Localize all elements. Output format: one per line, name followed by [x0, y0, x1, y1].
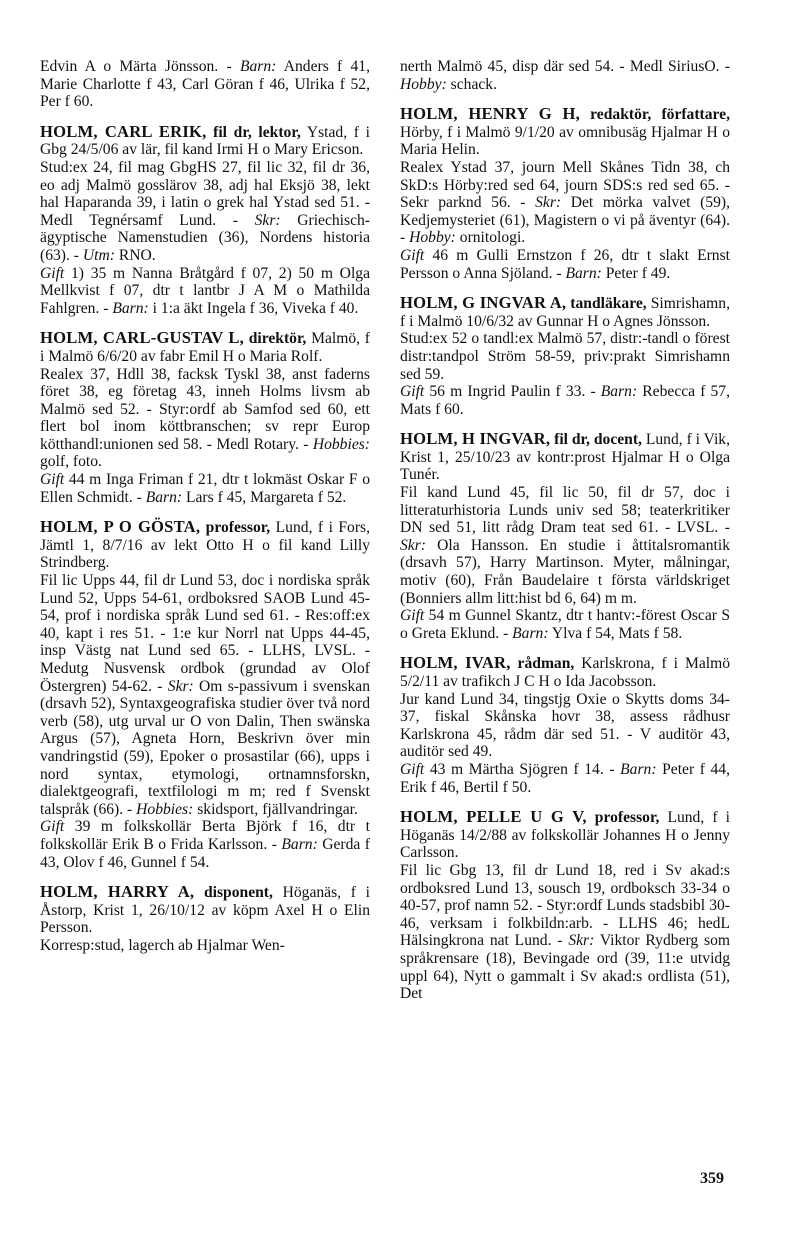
entry-text: Ola Hansson. En studie i åttitalsromantik (drsavh 57), Harry Martinson. Myter, målningar, motiv (60), Från Baudelaire t första världskriget (Bonniers allm litt:hist bd 6, 64) m m.	[400, 536, 730, 607]
field-label: Gift	[400, 760, 425, 778]
entry-text: Griechisch-ägyptische Namenstudien (36), Nordens historia (63). -	[40, 211, 370, 264]
entry-text: Malmö, f i Malmö 6/6/20 av fabr Emil H o Maria Rolf.	[40, 330, 370, 365]
entry-text: Ystad, f i Gbg 24/5/06 av lär, fil kand Irmi H o Mary Ericson.	[40, 123, 370, 159]
entry-paragraph	[400, 808, 730, 862]
field-label: Barn:	[145, 488, 183, 506]
entry-name: HOLM, G INGVAR A,	[400, 293, 567, 313]
field-label: Barn:	[565, 264, 602, 282]
field-label: Barn:	[239, 58, 277, 75]
entry-text: 54 m Gunnel Skantz, dtr t hantv:-förest Oscar S o Greta Eklund. -	[400, 607, 730, 642]
entry-profession: redaktör, författare,	[590, 106, 730, 124]
entry-paragraph	[400, 294, 730, 330]
entry-text: Fil lic Upps 44, fil dr Lund 53, doc i nordiska språk Lund 52, Upps 54-61, ordboksred SAOB Lund 45-54, prof i nordiska språk Lund sed 61. - Res:off:ex 40, kapt i res 51. - 1:e kur Norrl nat Upps 44-45, insp Västg nat Lund sed 65. - LLHS, LVSL. - Medutg Nusvensk ordbok (grundad av Olof Östergren) 54-62. -	[40, 572, 370, 695]
entry-paragraph	[400, 761, 730, 796]
entry-continuation	[40, 58, 370, 111]
entry-paragraph	[400, 159, 730, 247]
entry-text: 39 m folkskollär Berta Björk f 16, dtr t folkskollär Erik B o Frida Karlsson. -	[40, 818, 370, 853]
field-label: Barn:	[620, 760, 657, 778]
entry-profession: disponent,	[203, 884, 273, 902]
entry-profession: direktör,	[248, 330, 307, 348]
entry-text: 46 m Gulli Ernstzon f 26, dtr t slakt Ernst Persson o Anna Sjöland. -	[400, 246, 730, 282]
entry-profession: tandläkare,	[570, 295, 647, 313]
entry-continuation	[400, 58, 730, 93]
entry-text: Om s-passivum i svenskan (drsavh 52), Syntaxgeografiska studier över två nord verb (58), utg urval ur O von Dalin, Then swänska Argus (57), Agneta Horn, Beskrivn över min vandringstid (59), Epoker o prosastilar (66), upps i nord syntax, etymologi, ortnamnsforskn, dialektgeografi, textfilologi m m; red f Svenskt talspråk (66). -	[40, 677, 371, 818]
entry-profession: fil dr, docent,	[554, 431, 642, 449]
entry-text: Korresp:stud, lagerch ab Hjalmar Wen-	[40, 936, 285, 954]
entry-paragraph	[40, 159, 370, 265]
field-label: Hobby:	[409, 229, 456, 247]
entry-text: Stud:ex 52 o tandl:ex Malmö 57, distr:-tandl o förest distr:tandpol Ström 58-59, priv:prakt Simrishamn sed 59.	[400, 330, 730, 383]
biography-entry	[40, 123, 370, 318]
entry-text: Karlskrona, f i Malmö 5/2/11 av trafikch J C H o Ida Jacobsson.	[400, 655, 730, 690]
entry-profession: professor,	[594, 809, 660, 827]
entry-name: HOLM, PELLE U G V,	[400, 807, 587, 827]
biography-entry	[400, 105, 730, 282]
entry-text: Peter f 44, Erik f 46, Bertil f 50.	[400, 760, 731, 796]
field-label: Gift	[400, 607, 425, 625]
entry-paragraph	[400, 654, 730, 690]
entry-text: Realex Ystad 37, journ Mell Skånes Tidn 38, ch SkD:s Hörby:red sed 64, journ SDS:s red sed 65. - Sekr parknd 56. -	[400, 158, 730, 212]
right-column	[400, 58, 730, 1015]
field-label: Barn:	[600, 383, 638, 401]
biography-entry	[40, 883, 370, 954]
entry-paragraph	[40, 818, 370, 871]
entry-text: Fil lic Gbg 13, fil dr Lund 18, red i Sv akad:s ordboksred Lund 13, sousch 19, ordboksch 33-34 o 40-57, prof namn 52. - Styr:ordf Lunds stadsbibl 30-46, verksam i folkbildn:arb. - LLHS 46; hedL Hälsingkrona nat Lund. -	[400, 861, 730, 950]
biography-entry	[400, 430, 730, 642]
left-column	[40, 58, 370, 967]
entry-paragraph	[40, 58, 370, 111]
entry-text: Lars f 45, Margareta f 52.	[182, 488, 347, 506]
entry-text: Edvin A o Märta Jönsson. -	[40, 58, 240, 75]
biography-entry	[40, 329, 370, 506]
entry-paragraph	[40, 518, 370, 572]
entry-text: Peter f 49.	[601, 264, 671, 282]
entry-name: HOLM, P O GÖSTA,	[40, 517, 201, 537]
entry-name: HOLM, IVAR,	[400, 653, 511, 673]
entry-text: Stud:ex 24, fil mag GbgHS 27, fil lic 32, fil dr 36, eo adj Malmö gosslärov 38, adj hal Eksjö 38, lekt hal Haparanda 39, i latin o grek hal Ystad sed 51. - Medl Tegnérsamf Lund. -	[40, 158, 370, 229]
entry-text: schack.	[446, 75, 498, 93]
entry-text: i 1:a äkt Ingela f 36, Viveka f 40.	[148, 299, 359, 317]
biography-entry	[40, 518, 370, 871]
entry-profession: fil dr, lektor,	[213, 123, 301, 141]
field-label: Skr:	[167, 677, 194, 695]
entry-paragraph	[40, 883, 370, 937]
entry-paragraph	[400, 484, 730, 607]
entry-text: Realex 37, Hdll 38, facksk Tyskl 38, anst faderns föret 38, eg företag 43, inneh Holms livsm ab Malmö sed 52. - Styr:ordf ab Samfod sed 60, ett flert bol inom köttbranschen; sv repr Europ kötthandl:unionen sed 58. - Medl Rotary. -	[40, 365, 370, 453]
entry-name: HOLM, HARRY A,	[40, 882, 195, 902]
biography-entry	[400, 294, 730, 418]
entry-paragraph	[40, 366, 370, 472]
field-label: Skr:	[568, 932, 595, 950]
entry-name: HOLM, HENRY G H,	[400, 104, 580, 124]
entry-paragraph	[400, 430, 730, 484]
entry-text: Det mörka valvet (59), Kedjemysteriet (61), Magistern o vi på äventyr (64). -	[400, 194, 730, 247]
field-label: Gift	[400, 246, 425, 264]
entry-text: Lund, f i Vik, Krist 1, 25/10/23 av kontr:prost Hjalmar H o Olga Tunér.	[400, 431, 730, 484]
field-label: Gift	[400, 383, 425, 401]
field-label: Barn:	[281, 835, 318, 853]
field-label: Hobbies:	[136, 800, 194, 818]
entry-text: Ylva f 54, Mats f 58.	[548, 624, 683, 642]
field-label: Skr:	[254, 211, 281, 229]
entry-text: Lund, f i Fors, Jämtl 1, 8/7/16 av lekt Otto H o fil kand Lilly Strindberg.	[40, 519, 370, 572]
entry-text: Simrishamn, f i Malmö 10/6/32 av Gunnar H o Agnes Jönsson.	[400, 295, 730, 330]
entry-paragraph	[400, 330, 730, 383]
entry-paragraph	[40, 471, 370, 506]
field-label: Hobbies:	[312, 435, 370, 453]
entry-text: golf, foto.	[40, 453, 102, 471]
entry-paragraph	[40, 937, 370, 955]
field-label: Hobby:	[400, 75, 447, 93]
entry-text: Anders f 41, Marie Charlotte f 43, Carl Göran f 46, Ulrika f 52, Per f 60.	[40, 58, 370, 111]
entry-text: Rebecca f 57, Mats f 60.	[400, 383, 730, 418]
entry-paragraph	[40, 123, 370, 159]
entry-text: 56 m Ingrid Paulin f 33. -	[424, 383, 601, 401]
field-label: Barn:	[112, 299, 149, 317]
entry-name: HOLM, CARL ERIK,	[40, 121, 207, 141]
field-label: Gift	[40, 818, 65, 836]
entry-text: Lund, f i Höganäs 14/2/88 av folkskollär Johannes H o Jenny Carlsson.	[400, 809, 730, 862]
entry-text: Höganäs, f i Åstorp, Krist 1, 26/10/12 av köpm Axel H o Elin Persson.	[40, 884, 370, 937]
entry-text: 1) 35 m Nanna Bråtgård f 07, 2) 50 m Olga Mellkvist f 07, dtr t lantbr J A M o Mathilda Fahlgren. -	[40, 264, 370, 317]
entry-text: Fil kand Lund 45, fil lic 50, fil dr 57, doc i litteraturhistoria Lunds univ sed 58; teaterkritiker DN sed 51, litt rådg Dram teat sed 61. - LVSL. -	[400, 484, 730, 537]
entry-text: ornitologi.	[455, 229, 526, 247]
entry-text: nerth Malmö 45, disp där sed 54. - Medl SiriusO. -	[400, 58, 730, 75]
field-label: Utm:	[82, 246, 115, 264]
entry-paragraph	[400, 691, 730, 761]
entry-text: Viktor Rydberg som språkrensare (18), Bevingade ord (39, 11:e utvidg uppl 64), Nytt o gammalt i Sv akad:s ordlista (51), Det	[400, 932, 731, 1003]
field-label: Barn:	[512, 624, 549, 642]
entry-paragraph	[400, 105, 730, 159]
entry-profession: professor,	[205, 519, 271, 537]
entry-paragraph	[400, 383, 730, 418]
entry-paragraph	[400, 862, 730, 1003]
entry-paragraph	[400, 247, 730, 282]
field-label: Gift	[40, 471, 65, 489]
field-label: Gift	[40, 264, 65, 282]
entry-profession: rådman,	[517, 655, 575, 673]
entry-text: RNO.	[114, 246, 156, 264]
field-label: Skr:	[400, 536, 426, 554]
page-number: 359	[700, 1170, 724, 1187]
entry-text: skidsport, fjällvandringar.	[193, 800, 358, 818]
entry-text: Jur kand Lund 34, tingstjg Oxie o Skytts doms 34-37, fiskal Skånska hovr 38, assess rådhusr Karlskrona 45, rådm där sed 51. - V auditör 43, auditör sed 49.	[400, 690, 730, 761]
entry-name: HOLM, CARL-GUSTAV L,	[40, 328, 244, 348]
entry-text: Hörby, f i Malmö 9/1/20 av omnibusäg Hjalmar H o Maria Helin.	[400, 123, 730, 159]
entry-paragraph	[40, 265, 370, 318]
entry-text: Gerda f 43, Olov f 46, Gunnel f 54.	[40, 835, 370, 871]
field-label: Skr:	[535, 194, 562, 212]
entry-text: 43 m Märtha Sjögren f 14. -	[424, 760, 621, 778]
entry-paragraph	[400, 607, 730, 642]
entry-paragraph	[40, 572, 370, 818]
entry-paragraph	[40, 329, 370, 365]
entry-paragraph	[400, 58, 730, 93]
entry-name: HOLM, H INGVAR,	[400, 429, 551, 449]
biography-entry	[400, 654, 730, 796]
biography-entry	[400, 808, 730, 1003]
entry-text: 44 m Inga Friman f 21, dtr t lokmäst Oskar F o Ellen Schmidt. -	[40, 471, 370, 506]
